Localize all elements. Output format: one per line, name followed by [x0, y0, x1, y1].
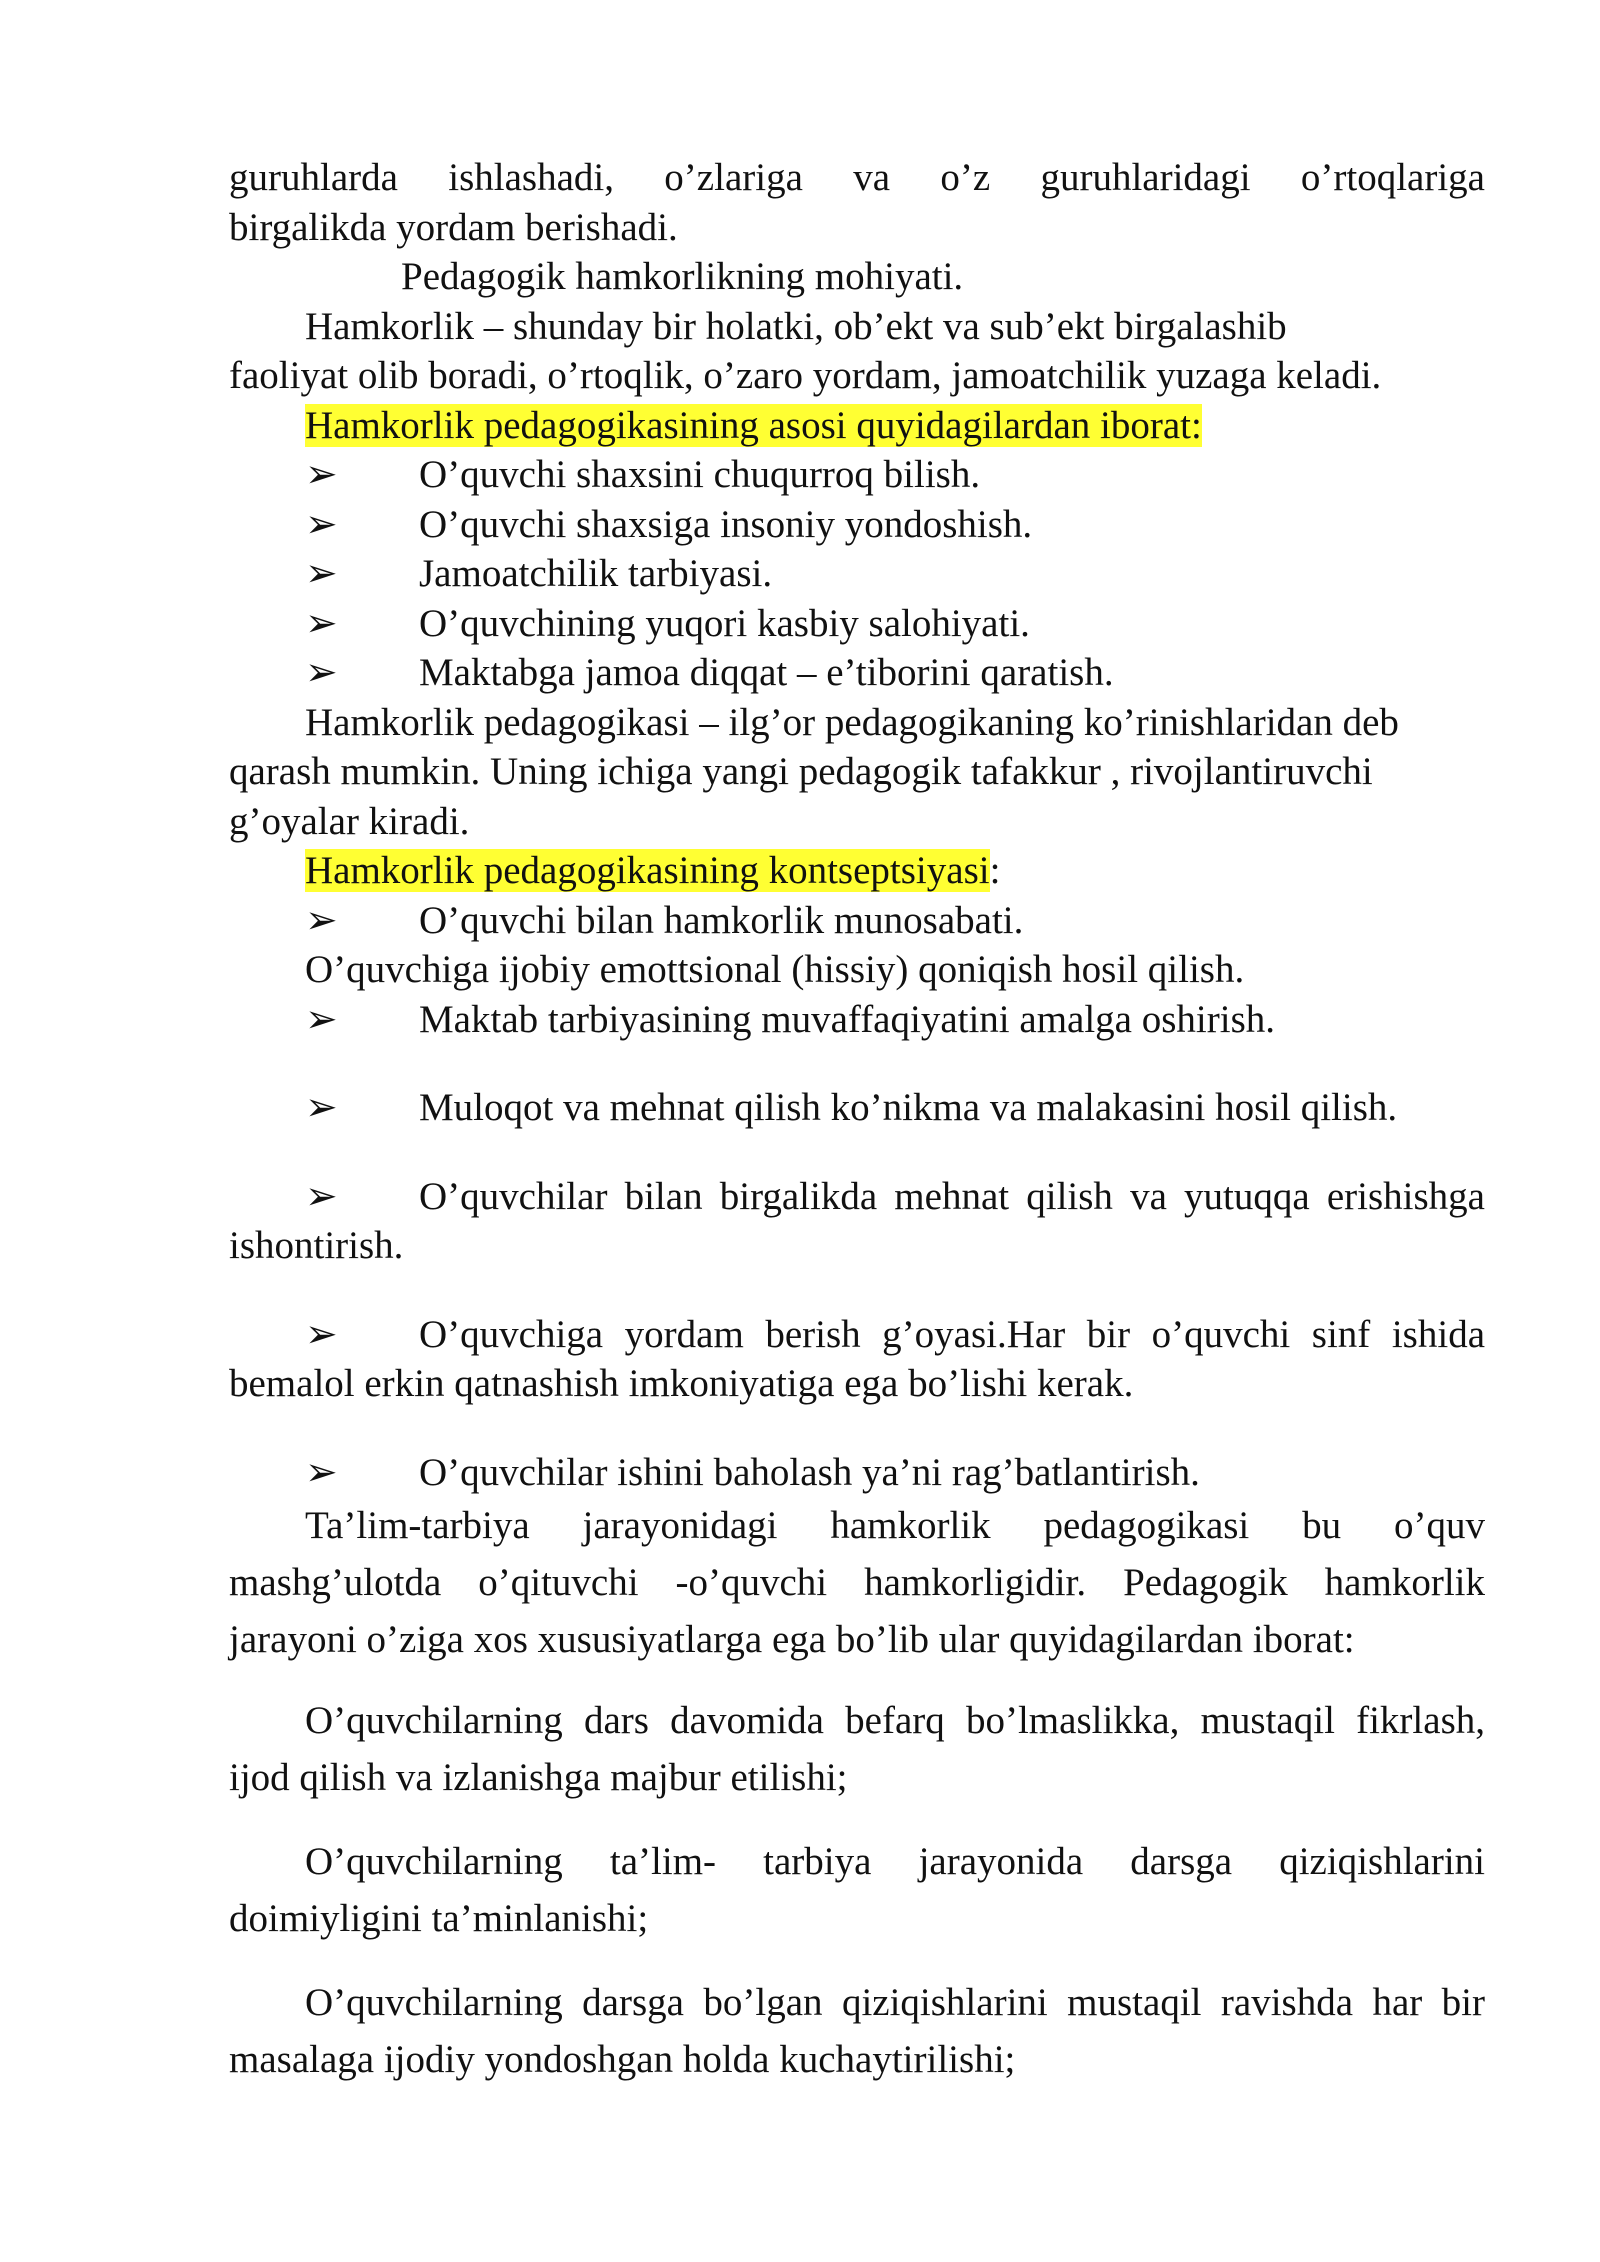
- spacer: [229, 1668, 1485, 1692]
- definition-paragraph: Hamkorlik – shunday bir holatki, ob’ekt va sub’ekt birgalashib faoliyat olib boradi, o’rtoqlik, o’zaro yordam, jamoatchilik yuzaga keladi.: [229, 304, 1382, 397]
- document-body: [229, 153, 1485, 2088]
- forms-paragraph: Hamkorlik pedagogikasi – ilg’or pedagogikaning ko’rinishlaridan deb qarash mumkin. Uning ichiga yangi pedagogik tafakkur , rivojlantiruvchi g’oyalar kiradi.: [229, 700, 1399, 843]
- list-item: [229, 549, 1485, 599]
- list-item-text: O’quvchilar bilan birgalikda mehnat qilish va yutuqqa erishishga ishontirish.: [229, 1174, 1485, 1267]
- arrow-bullet-icon: ➢: [305, 502, 338, 546]
- list-item-text: Jamoatchilik tarbiyasi.: [419, 552, 773, 595]
- basis-list: [229, 450, 1485, 698]
- feature-paragraph: O’quvchilarning ta’lim- tarbiya jarayonida darsga qiziqishlarini doimiyligini ta’minlanishi;: [229, 1840, 1485, 1940]
- list-item: [229, 1083, 1485, 1133]
- list-item: [229, 450, 1485, 500]
- process-paragraph: Ta’lim-tarbiya jarayonidagi hamkorlik pedagogikasi bu o’quv mashg’ulotda o’qituvchi -o’quvchi hamkorligidir. Pedagogik hamkorlik jarayoni o’ziga xos xususiyatlarga ega bo’lib ular quyidagilardan iborat:: [229, 1504, 1485, 1661]
- list-item-text: O’quvchilar ishini baholash ya’ni rag’batlantirish.: [419, 1450, 1200, 1494]
- arrow-bullet-icon: ➢: [305, 601, 338, 645]
- list-item-text: O’quvchining yuqori kasbiy salohiyati.: [419, 601, 1030, 645]
- arrow-bullet-icon: ➢: [305, 651, 338, 694]
- list-item: [229, 500, 1485, 550]
- concept-heading-text: Hamkorlik pedagogikasining kontseptsiyasi: [305, 849, 990, 892]
- list-item-text: O’quvchi shaxsini chuqurroq bilish.: [419, 453, 981, 496]
- list-item: [229, 648, 1485, 698]
- list-item: [229, 1172, 1485, 1271]
- list-item-text: O’quvchiga yordam berish g’oyasi.Har bir o’quvchi sinf ishida bemalol erkin qatnashish imkoniyatiga ega bo’lishi kerak.: [229, 1312, 1485, 1405]
- list-item-text: O’quvchi bilan hamkorlik munosabati.: [419, 898, 1024, 942]
- arrow-bullet-icon: ➢: [305, 898, 338, 942]
- list-item: [229, 995, 1485, 1045]
- intro-line-1: guruhlarda ishlashadi, o’zlariga va o’z guruhlaridagi o’rtoqlariga: [229, 156, 1485, 199]
- basis-heading: [229, 401, 1485, 451]
- arrow-bullet-icon: ➢: [305, 552, 338, 595]
- list-item: [229, 1310, 1485, 1409]
- list-item-text: Muloqot va mehnat qilish ko’nikma va malakasini hosil qilish.: [419, 1086, 1398, 1129]
- list-item: [229, 599, 1485, 649]
- list-item: [229, 896, 1485, 946]
- arrow-bullet-icon: ➢: [305, 1450, 338, 1494]
- feature-paragraph: O’quvchilarning dars davomida befarq bo’lmaslikka, mustaqil fikrlash, ijod qilish va izlanishga majbur etilishi;: [229, 1699, 1485, 1799]
- spacer: [229, 1947, 1485, 1974]
- arrow-bullet-icon: ➢: [305, 997, 338, 1041]
- concept-plain-line: O’quvchiga ijobiy emottsional (hissiy) qoniqish hosil qilish.: [305, 948, 1245, 991]
- basis-heading-text: Hamkorlik pedagogikasining asosi quyidagilardan iborat:: [305, 403, 1202, 447]
- feature-paragraph: O’quvchilarning darsga bo’lgan qiziqishlarini mustaqil ravishda har bir masalaga ijodiy yondoshgan holda kuchaytirilishi;: [229, 1981, 1485, 2081]
- list-item-text: Maktab tarbiyasining muvaffaqiyatini amalga oshirish.: [419, 997, 1276, 1041]
- list-item-text: O’quvchi shaxsiga insoniy yondoshish.: [419, 502, 1033, 546]
- list-item-text: Maktabga jamoa diqqat – e’tiborini qaratish.: [419, 651, 1114, 694]
- section-title: Pedagogik hamkorlikning mohiyati.: [401, 255, 964, 298]
- spacer: [229, 1806, 1485, 1833]
- arrow-bullet-icon: ➢: [305, 1312, 338, 1356]
- intro-line-2: birgalikda yordam berishadi.: [229, 205, 678, 249]
- arrow-bullet-icon: ➢: [305, 453, 338, 496]
- concept-heading: [229, 846, 1485, 896]
- arrow-bullet-icon: ➢: [305, 1174, 338, 1218]
- concept-heading-colon: :: [989, 849, 1001, 892]
- arrow-bullet-icon: ➢: [305, 1086, 338, 1129]
- list-item: [229, 1448, 1485, 1498]
